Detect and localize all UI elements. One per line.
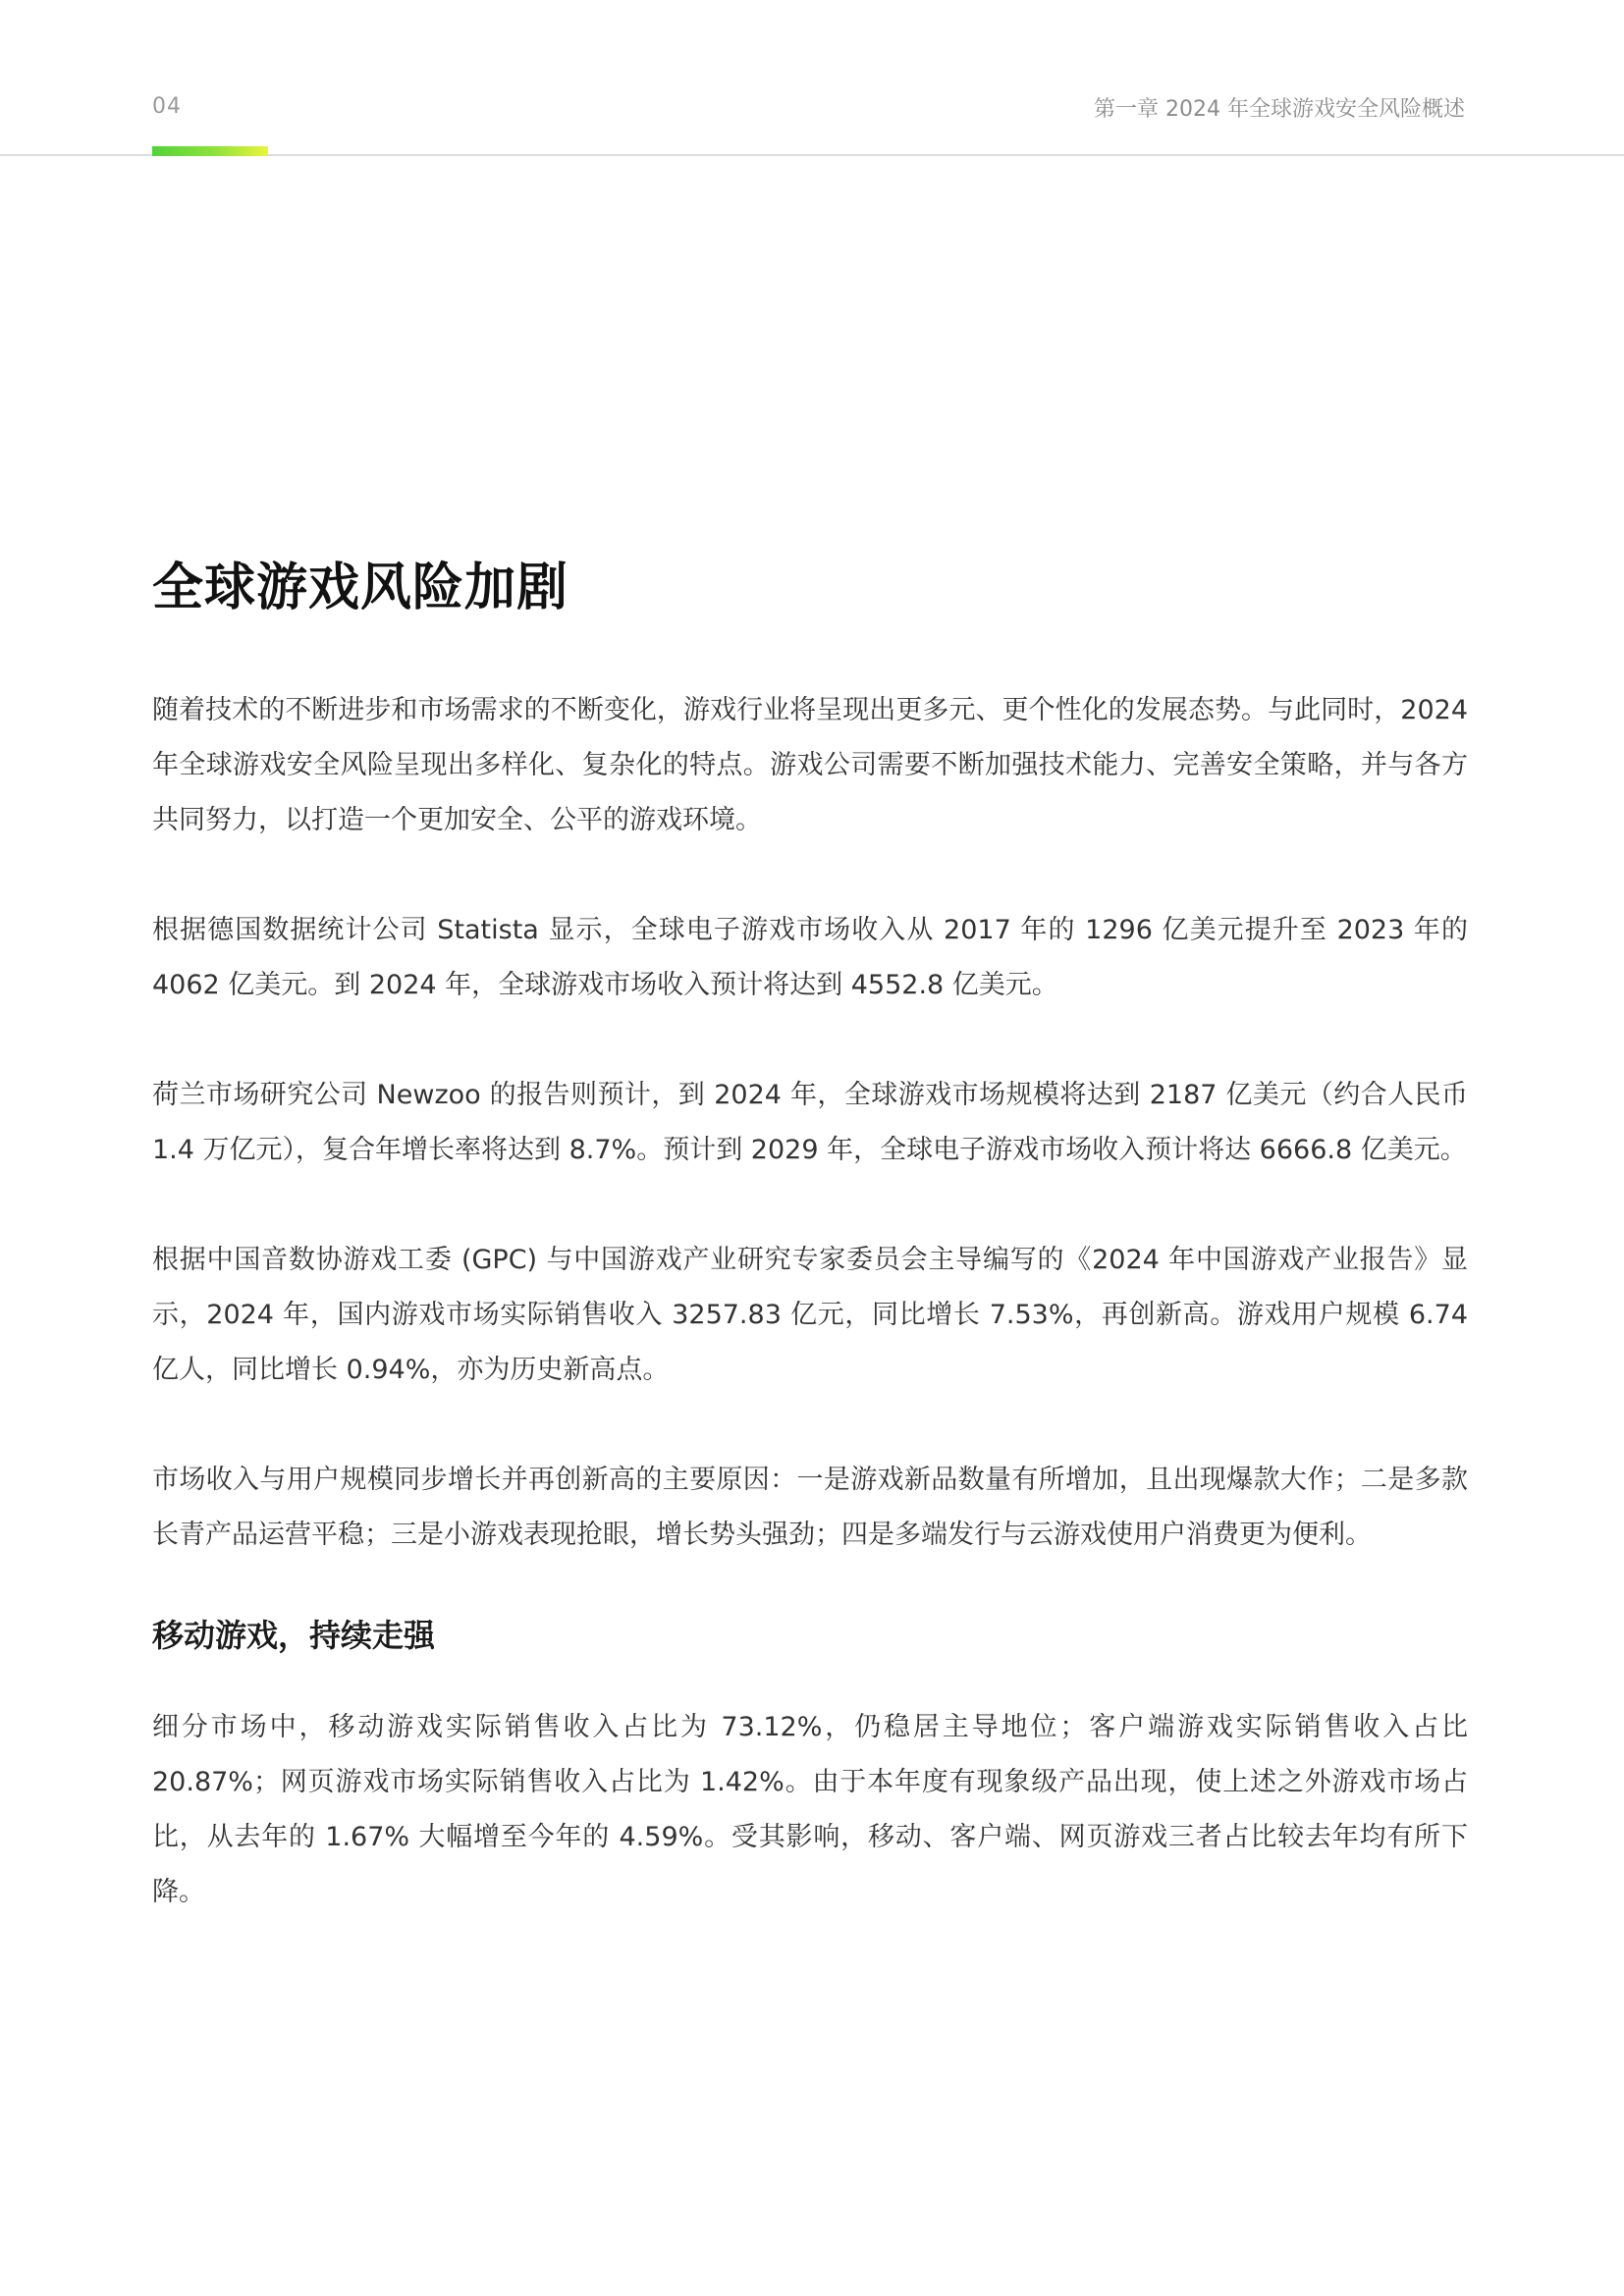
subsection-title: 移动游戏，持续走强 bbox=[152, 1617, 436, 1654]
page-header bbox=[0, 0, 1624, 157]
main-content bbox=[152, 550, 1468, 1975]
section-title: 全球游戏风险加剧 bbox=[152, 559, 569, 617]
body-paragraph: 随着技术的不断进步和市场需求的不断变化，游戏行业将呈现出更多元、更个性化的发展态势。与此同时，2024 年全球游戏安全风险呈现出多样化、复杂化的特点。游戏公司需要不断加强技术能力、完善安全策略，并与各方共同努力，以打造一个更加安全、公平的游戏环境。 bbox=[152, 695, 1468, 835]
body-paragraph: 市场收入与用户规模同步增长并再创新高的主要原因：一是游戏新品数量有所增加，且出现爆款大作；二是多款长青产品运营平稳；三是小游戏表现抢眼，增长势头强劲；四是多端发行与云游戏使用户消费更为便利。 bbox=[152, 1465, 1468, 1550]
body-paragraph: 荷兰市场研究公司 Newzoo 的报告则预计，到 2024 年，全球游戏市场规模将达到 2187 亿美元（约合人民币 1.4 万亿元），复合年增长率将达到 8.7%。预计到 2029 年，全球电子游戏市场收入预计将达 6666.8 亿美元。 bbox=[152, 1080, 1468, 1165]
body-paragraph: 根据中国音数协游戏工委 (GPC) 与中国游戏产业研究专家委员会主导编写的《2024 年中国游戏产业报告》显示，2024 年，国内游戏市场实际销售收入 3257.83 亿元，同比增长 7.53%，再创新高。游戏用户规模 6.74 亿人，同比增长 0.94%，亦为历史新高点。 bbox=[152, 1245, 1468, 1385]
body-paragraph: 根据德国数据统计公司 Statista 显示，全球电子游戏市场收入从 2017 年的 1296 亿美元提升至 2023 年的 4062 亿美元。到 2024 年，全球游戏市场收入预计将达到 4552.8 亿美元。 bbox=[152, 915, 1468, 1000]
body-paragraph: 细分市场中，移动游戏实际销售收入占比为 73.12%，仍稳居主导地位；客户端游戏实际销售收入占比 20.87%；网页游戏市场实际销售收入占比为 1.42%。由于本年度有现象级产品出现，使上述之外游戏市场占比，从去年的 1.67% 大幅增至今年的 4.59%。受其影响，移动、客户端、网页游戏三者占比较去年均有所下降。 bbox=[152, 1712, 1468, 1907]
header-accent-bar bbox=[152, 146, 268, 156]
page-number: 04 bbox=[152, 94, 182, 119]
chapter-title: 第一章 2024 年全球游戏安全风险概述 bbox=[1094, 97, 1465, 122]
